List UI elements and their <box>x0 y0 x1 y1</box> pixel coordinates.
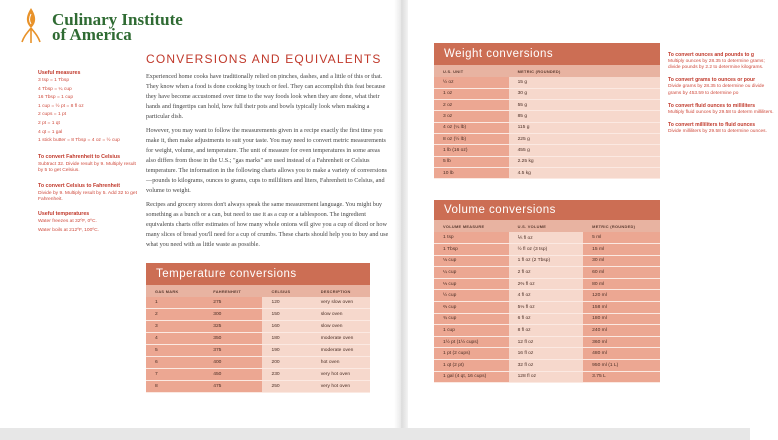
table-cell: 16 fl oz <box>509 348 584 360</box>
table-cell: 180 <box>262 333 311 345</box>
right-note-block <box>668 77 778 96</box>
table-cell: 325 <box>204 321 262 333</box>
table-cell: slow oven <box>312 321 370 333</box>
table-cell: 32 fl oz <box>509 360 584 372</box>
table-cell: 8 fl oz <box>509 325 584 337</box>
table-cell: 455 g <box>509 145 660 156</box>
table-cell: 360 ml <box>583 336 660 348</box>
column-header: U.S. UNIT <box>434 65 509 77</box>
table-cell: 1 fl oz (2 Tbsp) <box>509 255 584 267</box>
table-cell: 128 fl oz <box>509 371 584 383</box>
table-cell: 225 g <box>509 133 660 144</box>
table-row <box>434 325 660 337</box>
note-text: Subtract 32. Divide result by 9. Multiply result by 5 to get Celsius. <box>38 161 136 174</box>
table-row <box>434 278 660 290</box>
table-cell: 200 <box>262 356 311 368</box>
table-cell: 375 <box>204 345 262 357</box>
note-text: Multiply ounces by 28.35 to determine grams; divide pounds by 2.2 to determine kilograms. <box>668 59 765 71</box>
table-cell: 1 cup <box>434 325 509 337</box>
table-row <box>146 321 370 333</box>
volume-table <box>434 200 660 383</box>
table-cell: 8 oz (½ lb) <box>434 133 509 144</box>
table-cell: ½ oz <box>434 77 509 88</box>
table-row <box>146 297 370 309</box>
note-heading: Useful measures <box>38 70 81 76</box>
table-cell: ¼ cup <box>434 267 509 279</box>
table-cell: 4 oz (¼ lb) <box>434 122 509 133</box>
column-header: METRIC (ROUNDED) <box>509 65 660 77</box>
table-row <box>434 232 660 244</box>
table-cell: very slow oven <box>312 297 370 309</box>
table-cell: 4 fl oz <box>509 290 584 302</box>
table-cell: 450 <box>204 368 262 380</box>
table-cell: 2 oz <box>434 100 509 111</box>
table-row <box>434 313 660 325</box>
table-cell: ¾ cup <box>434 313 509 325</box>
table-row <box>434 145 660 156</box>
note-heading: To convert fluid ounces to milliliters <box>668 102 756 109</box>
table-cell: 150 <box>262 309 311 321</box>
table-cell: moderate oven <box>312 333 370 345</box>
table-cell: 6 <box>146 356 204 368</box>
temperature-grid <box>146 285 370 393</box>
table-cell: 5⅓ fl oz <box>509 302 584 314</box>
note-text: Divide milliliters by 29.58 to determine ounces. <box>668 129 767 135</box>
note-line: 4 Tbsp = ¼ cup <box>38 86 72 92</box>
page-gutter <box>394 0 408 440</box>
table-cell: moderate oven <box>312 345 370 357</box>
article-body <box>146 72 390 254</box>
table-cell: 6 fl oz <box>509 313 584 325</box>
table-cell: 115 g <box>509 122 660 133</box>
table-header-row <box>146 285 370 297</box>
table-cell: 3 <box>146 321 204 333</box>
table-cell: 1 gal (4 qt, 16 cups) <box>434 371 509 383</box>
article-paragraph: However, you may want to follow the measurements given in a recipe exactly the first time you make it, then make adjustments to suit your taste. You may need to convert metric measurements for weight, volume, and temperature. The unit of measure for oven temperatures in some areas also differs from those in the U.S.; "gas marks" are used instead of a Fahrenheit or Celsius temperature. The information in the following charts allows you to make a variety of conversions—pounds to kilograms, ounces to grams, cups to milliliters and liters, Fahrenheit to Celsius, and volume to weight. <box>146 127 387 194</box>
table-cell: 30 g <box>509 88 660 99</box>
useful-measures-block <box>38 70 138 146</box>
table-cell: 275 <box>204 297 262 309</box>
table-row <box>146 380 370 392</box>
table-cell: 4 <box>146 333 204 345</box>
table-cell: ⅔ cup <box>434 302 509 314</box>
cia-logo <box>20 6 183 46</box>
table-cell: very hot oven <box>312 380 370 392</box>
table-title: Temperature conversions <box>146 263 370 285</box>
table-row <box>434 77 660 88</box>
table-cell: 12 fl oz <box>509 336 584 348</box>
table-cell: ⅙ fl oz <box>509 232 584 244</box>
table-row <box>434 348 660 360</box>
logo-line-1: Culinary Institute <box>52 10 183 29</box>
table-cell: 400 <box>204 356 262 368</box>
table-header-row <box>434 220 660 232</box>
table-cell: 1 qt (2 pt) <box>434 360 509 372</box>
table-row <box>146 356 370 368</box>
note-line: Water boils at 212ºF, 100ºC. <box>38 227 100 233</box>
table-title: Volume conversions <box>434 200 660 220</box>
table-cell: 1 <box>146 297 204 309</box>
table-cell: ½ fl oz (3 tsp) <box>509 244 584 256</box>
page-bottom-edge <box>0 428 750 440</box>
table-cell: ⅓ cup <box>434 278 509 290</box>
table-row <box>146 309 370 321</box>
table-row <box>434 302 660 314</box>
logo-line-2: of America <box>52 25 132 44</box>
table-cell: 85 g <box>509 111 660 122</box>
table-cell: 80 ml <box>583 278 660 290</box>
right-note-block <box>668 52 778 71</box>
column-header: VOLUME MEASURE <box>434 220 509 232</box>
table-cell: 1 Tbsp <box>434 244 509 256</box>
table-row <box>434 122 660 133</box>
column-header: U.S. VOLUME <box>509 220 584 232</box>
volume-grid <box>434 220 660 383</box>
table-row <box>146 345 370 357</box>
table-cell: 1 oz <box>434 88 509 99</box>
table-row <box>146 368 370 380</box>
column-header: GAS MARK <box>146 285 204 297</box>
table-cell: 7 <box>146 368 204 380</box>
table-cell: 120 ml <box>583 290 660 302</box>
sidebar-notes <box>38 70 138 244</box>
note-text: Divide by 9. Multiply result by 5. Add 32 to get Fahrenheit. <box>38 190 137 202</box>
table-cell: 1 tsp <box>434 232 509 244</box>
note-heading: To convert Fahrenheit to Celsius <box>38 153 121 160</box>
right-note-block <box>668 122 778 135</box>
table-cell: 160 <box>262 321 311 333</box>
table-cell: 5 ml <box>583 232 660 244</box>
flame-wheat-icon <box>20 6 42 44</box>
table-cell: ½ cup <box>434 290 509 302</box>
table-cell: 240 ml <box>583 325 660 337</box>
article-title: CONVERSIONS AND EQUIVALENTS <box>146 52 382 66</box>
table-cell: 190 <box>262 345 311 357</box>
table-cell: 5 lb <box>434 156 509 167</box>
right-note-block <box>668 103 778 116</box>
c-to-f-block <box>38 183 138 204</box>
note-line: 2 pt = 1 qt <box>38 120 60 126</box>
table-cell: 1½ pt (1½ cups) <box>434 336 509 348</box>
table-cell: 8 <box>146 380 204 392</box>
table-row <box>434 88 660 99</box>
table-cell: 10 lb <box>434 167 509 178</box>
column-header: CELSIUS <box>262 285 311 297</box>
table-cell: 3.75 L <box>583 371 660 383</box>
table-cell: 950 ml (1 L) <box>583 360 660 372</box>
note-text: Divide grams by 28.35 to determine ou divide grams by 453.59 to determine po <box>668 84 765 96</box>
note-line: 1 cup = ½ pt = 8 fl oz <box>38 103 84 109</box>
table-cell: 2.25 kg <box>509 156 660 167</box>
table-cell: 230 <box>262 368 311 380</box>
note-line: 16 Tbsp = 1 cup <box>38 95 74 101</box>
note-heading: To convert ounces and pounds to g <box>668 52 754 58</box>
column-header: DESCRIPTION <box>312 285 370 297</box>
table-row <box>146 333 370 345</box>
table-cell: very hot oven <box>312 368 370 380</box>
note-heading: To convert grams to ounces or pour <box>668 77 756 84</box>
note-line: 1 stick butter = 8 Tbsp = 4 oz = ½ cup <box>38 138 120 144</box>
table-row <box>434 244 660 256</box>
table-cell: slow oven <box>312 309 370 321</box>
weight-table <box>434 43 660 179</box>
table-cell: 350 <box>204 333 262 345</box>
table-cell: 15 ml <box>583 244 660 256</box>
f-to-c-block <box>38 154 138 175</box>
note-line: Water freezes at 32ºF, 0ºC. <box>38 219 97 225</box>
table-cell: 300 <box>204 309 262 321</box>
logo-wordmark <box>52 12 183 42</box>
table-row <box>434 255 660 267</box>
note-line: 2 cups = 1 pt <box>38 112 67 118</box>
note-line: 3 tsp = 1 Tbsp <box>38 78 70 83</box>
table-cell: 2 <box>146 309 204 321</box>
note-line: 4 qt = 1 gal <box>38 129 63 135</box>
table-row <box>434 360 660 372</box>
article-paragraph: Recipes and grocery stores don't always speak the same measurement language. You might buy something as a bunch or a can, but need to use it as a cup or a tablespoon. The ingredient equivalents charts offer estimates of how many whole onions will give you a cup of diced or how many slices of bread you'll need for a cup of crumbs. These charts should help you to buy and use what you need with as little waste as possible. <box>146 201 389 248</box>
note-text: Multiply fluid ounces by 29.58 to determ milliliters. <box>668 109 774 115</box>
note-heading: To convert Celsius to Fahrenheit <box>38 182 121 189</box>
table-cell: hot oven <box>312 356 370 368</box>
right-sidebar-notes <box>668 52 778 141</box>
table-cell: 158 ml <box>583 302 660 314</box>
table-cell: 4.5 kg <box>509 167 660 178</box>
table-row <box>434 267 660 279</box>
table-cell: 250 <box>262 380 311 392</box>
table-row <box>434 167 660 178</box>
temperature-table <box>146 263 370 393</box>
table-cell: 3 oz <box>434 111 509 122</box>
table-cell: 180 ml <box>583 313 660 325</box>
table-cell: 30 ml <box>583 255 660 267</box>
table-row <box>434 371 660 383</box>
table-cell: 5 <box>146 345 204 357</box>
table-row <box>434 336 660 348</box>
table-cell: 15 g <box>509 77 660 88</box>
table-cell: 1 lb (16 oz) <box>434 145 509 156</box>
column-header: METRIC (ROUNDED) <box>583 220 660 232</box>
table-cell: 2 fl oz <box>509 267 584 279</box>
column-header: FAHRENHEIT <box>204 285 262 297</box>
table-cell: 55 g <box>509 100 660 111</box>
table-header-row <box>434 65 660 77</box>
weight-grid <box>434 65 660 179</box>
table-title: Weight conversions <box>434 43 660 65</box>
table-cell: 120 <box>262 297 311 309</box>
table-row <box>434 100 660 111</box>
table-cell: 480 ml <box>583 348 660 360</box>
article-paragraph: Experienced home cooks have traditionally relied on pinches, dashes, and a little of this or that. They know when a food is done cooking by touch or feel. They can accomplish this feat because they have become accustomed over time to the way foods look when they are done, what their hands and fingertips can hold, how full their pots and bowls typically look when making a particular dish. <box>146 73 386 120</box>
table-cell: 1 pt (2 cups) <box>434 348 509 360</box>
table-cell: 60 ml <box>583 267 660 279</box>
table-cell: 2⅔ fl oz <box>509 278 584 290</box>
table-cell: 475 <box>204 380 262 392</box>
note-heading: Useful temperatures <box>38 211 90 218</box>
table-row <box>434 111 660 122</box>
table-row <box>434 156 660 167</box>
note-heading: To convert milliliters to fluid ounces <box>668 122 756 129</box>
table-cell: ⅛ cup <box>434 255 509 267</box>
table-row <box>434 290 660 302</box>
table-row <box>434 133 660 144</box>
useful-temps-block <box>38 211 138 235</box>
